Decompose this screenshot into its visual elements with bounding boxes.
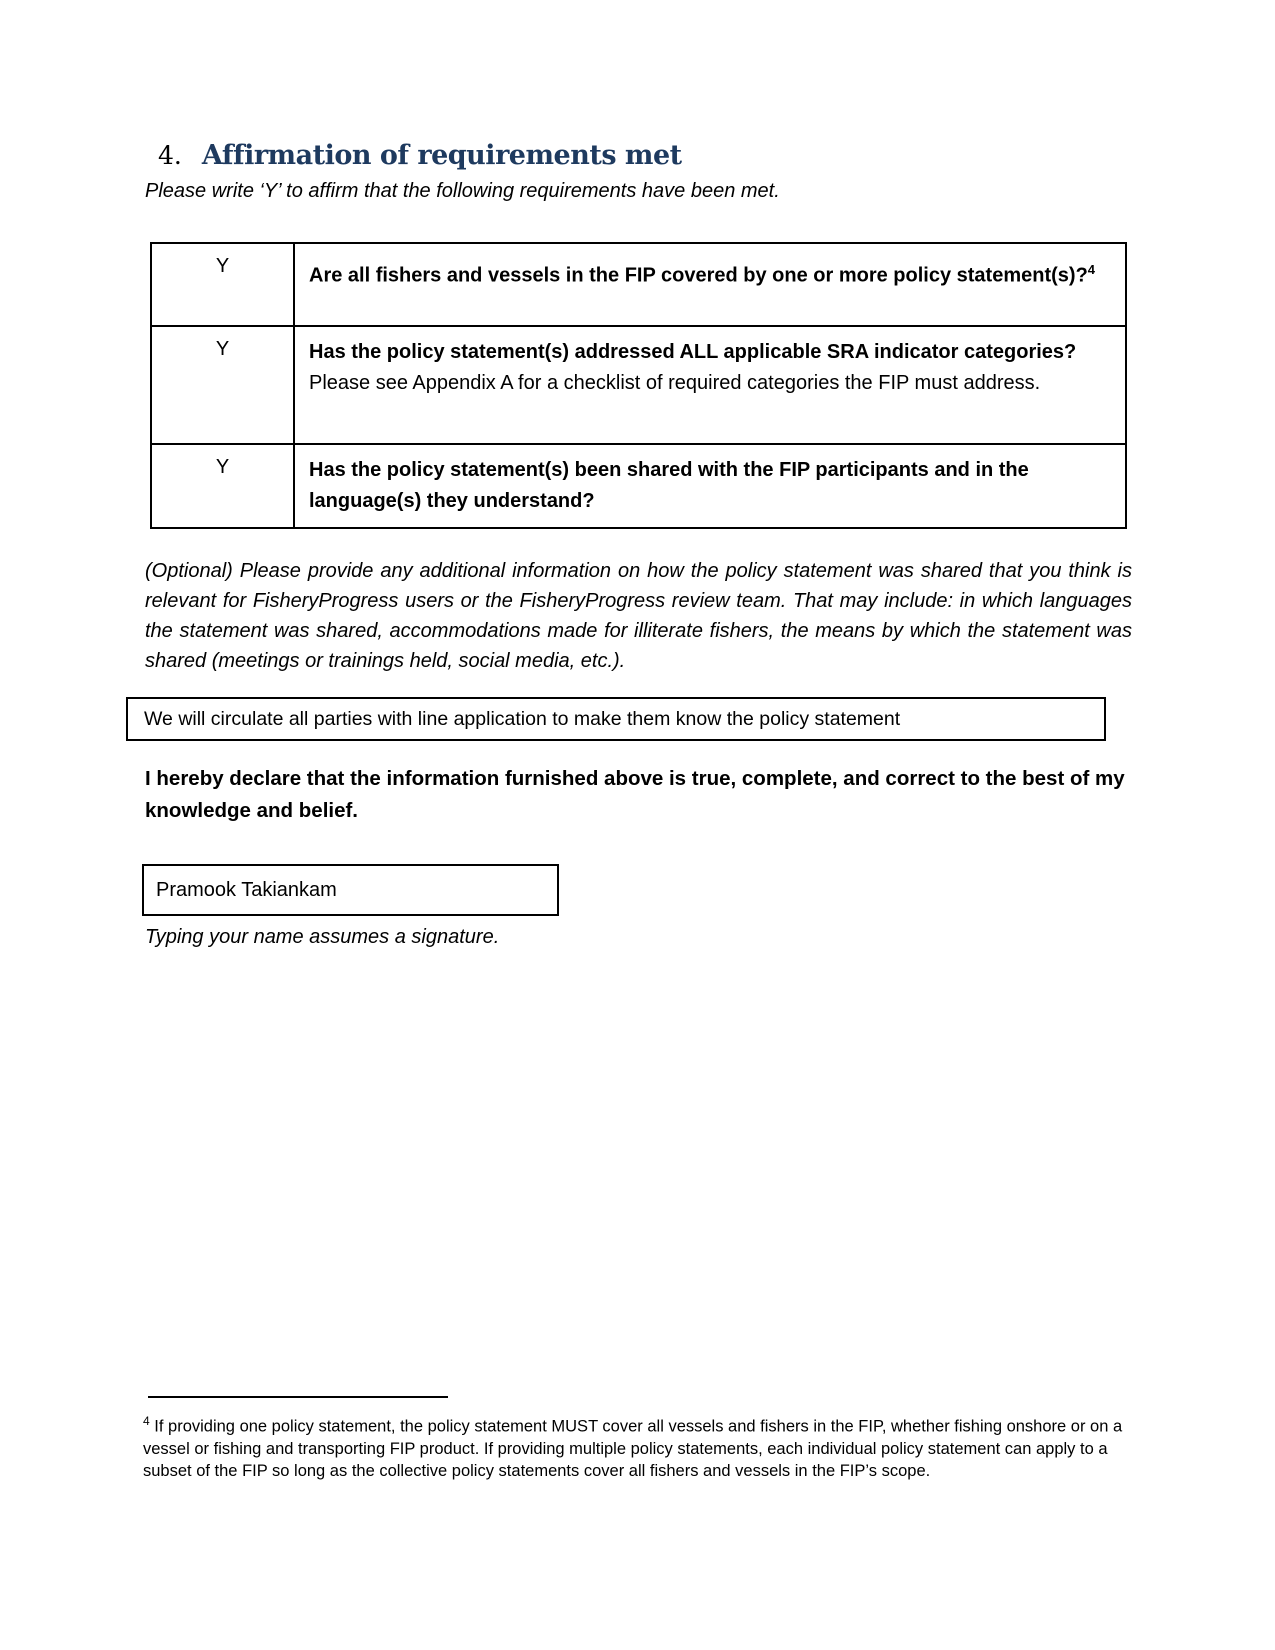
declaration-statement: I hereby declare that the information furnished above is true, complete, and correct to the best of my knowledge and belief. xyxy=(145,767,1125,822)
table-row xyxy=(152,325,1125,443)
instruction-text: Please write ‘Y’ to affirm that the following requirements have been met. xyxy=(145,180,780,202)
signature-name-value: Pramook Takiankam xyxy=(156,878,337,901)
footnote-ref: 4 xyxy=(1087,262,1096,277)
section-heading xyxy=(158,140,682,171)
question-text-normal: Please see Appendix A for a checklist of required categories the FIP must address. xyxy=(309,372,1041,394)
question-text-bold: Has the policy statement(s) addressed ALL applicable SRA indicator categories? xyxy=(309,341,1077,363)
table-row xyxy=(152,244,1125,325)
table-row xyxy=(152,443,1125,527)
question-cell xyxy=(295,445,1125,527)
optional-info-input[interactable] xyxy=(126,697,1106,741)
optional-info-prompt: (Optional) Please provide any additional information on how the policy statement was shared that you think is relevant for FisheryProgress users or the FisheryProgress review team. That may include: in which languages the statement was shared, accommodations made for illiterate fishers, the means by which the statement was shared (meetings or trainings held, social media, etc.). xyxy=(145,560,1132,672)
footnote-text: If providing one policy statement, the policy statement MUST cover all vessels and fishers in the FIP, whether fishing onshore or on a vessel or fishing and transporting FIP product. If providing multiple policy statements, each individual policy statement can apply to a subset of the FIP so long as the collective policy statements cover all fishers and vessels in the FIP’s scope. xyxy=(143,1417,1123,1480)
question-cell xyxy=(295,327,1125,443)
section-number: 4. xyxy=(158,141,182,170)
signature-name-input[interactable] xyxy=(142,864,559,916)
footnote-marker: 4 xyxy=(143,1414,150,1428)
question-text: Has the policy statement(s) been shared with the FIP participants and in the language(s) they understand? xyxy=(309,459,1029,512)
optional-info-value: We will circulate all parties with line application to make them know the policy statement xyxy=(144,707,901,730)
signature-note: Typing your name assumes a signature. xyxy=(145,926,500,948)
section-title: Affirmation of requirements met xyxy=(201,140,682,171)
answer-cell[interactable]: Y xyxy=(152,327,295,443)
footnote xyxy=(143,1410,1138,1482)
footnote-separator xyxy=(148,1396,448,1398)
question-text: Are all fishers and vessels in the FIP covered by one or more policy statement(s)? xyxy=(309,264,1088,287)
answer-cell[interactable]: Y xyxy=(152,445,295,527)
question-cell xyxy=(295,244,1125,325)
answer-cell[interactable]: Y xyxy=(152,244,295,325)
affirmation-table xyxy=(150,242,1127,529)
